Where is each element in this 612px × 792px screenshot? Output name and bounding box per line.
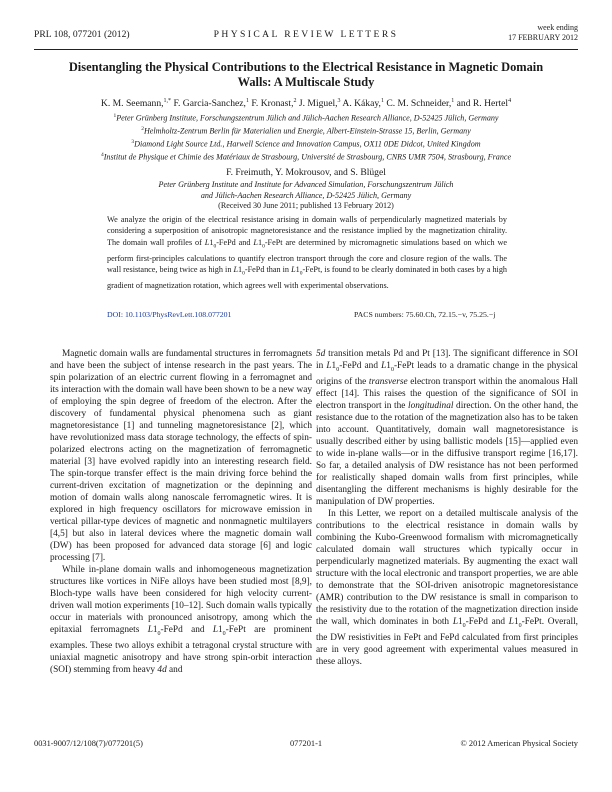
body-column-right [316,348,578,668]
journal-name: PHYSICAL REVIEW LETTERS [213,29,399,40]
affiliations [30,111,582,163]
paragraph: Magnetic domain walls are fundamental structures in ferromagnets and have been the subject of intense research in the past years. The spin polarization of an electric current flowing in a ferromagnet and its interaction with the domain wall have been shown to be a new way of employing the spin degree of freedom of the electron. After the discovery of fundamental physical phenomena such as giant magnetoresistance [1] and tunneling magnetoresistance [2], which have revolutionized mass data storage technology, the effects of spin-polarized electrons acting on the magnetization of ferromagnetic material [3] have evolved rapidly into an interesting research field. The spin-torque transfer effect is the main driving force behind the current-driven excitation of magnetization or the depinning and motion of domain walls along nanoscale ferromagnetic wires. It is explored in high frequency oscillators for microwave emission in vertical pillar-type devices of magnetic and nonmagnetic multilayers [4,5] but also in lateral devices where the magnetic domain wall (DW) has been proposed for advanced data storage [6] and logic processing [7]. [50,349,312,563]
paragraph: In this Letter, we report on a detailed multiscale analysis of the contributions to the electrical resistance in domain walls by combining the Kubo-Greenwood formalism with micromagnetically calculated domain wall structures which typically occur in perpendicularly magnetized materials. By augmenting the exact wall structure with the local electronic and transport properties, we are able to demonstrate that the SOI-driven anisotropic magnetoresistance (AMR) contribution to the DW resistance is small in comparison to the resistivity due to the rotation of the magnetization direction inside the wall, which dominates in both $L1_0$-FePd and $L1_0$-FePt. Overall, the DW resistivities in FePt and FePd calculated from first principles are in very good agreement with experimental values measured in these alloys. [316,508,579,667]
running-header [34,23,578,50]
pacs-numbers: PACS numbers: 75.60.Ch, 72.15.−v, 75.25.−j [354,310,496,319]
doi-link[interactable]: DOI: 10.1103/PhysRevLett.108.077201 [107,310,232,319]
copyright: © 2012 American Physical Society [460,739,578,748]
author-list-2: F. Freimuth, Y. Mokrousov, and S. Blügel [226,167,386,178]
author-list-1: K. M. Seemann,$^{1,*}$ F. Garcia-Sanchez,$^1$ F. Kronast,$^2$ J. Miguel,$^3$ A. Kákay,$^1$ C. M. Schneider,$^1$ and R. Hertel$^4$ [100,98,512,110]
affiliation-2-line1: Peter Grünberg Institute and Institute for Advanced Simulation, Forschungszentrum Jülich [158,180,454,189]
article-title: Disentangling the Physical Contributions to the Electrical Resistance in Magnetic Domain Walls: A Multiscale Study [68,60,544,89]
footer-code: 0031-9007/12/108(7)/077201(5) [34,739,143,748]
affiliation-2-line2: and Jülich-Aachen Research Alliance, D-52425 Jülich, Germany [200,190,412,200]
affiliation-block-2 [30,180,582,212]
page-number: 077201-1 [289,739,323,748]
affiliation-2: $^2$Helmholtz-Zentrum Berlin für Materialien und Energie, Albert-Einstein-Strasse 15, Berlin, Germany [141,125,471,136]
issue-date [508,23,578,42]
affiliation-3: $^3$Diamond Light Source Ltd., Harwell Science and Innovation Campus, OX11 0DE Didcot, United Kingdom [131,138,481,149]
affiliation-4: $^4$Institut de Physique et Chimie des Matériaux de Strasbourg, Université de Strasbourg, CNRS UMR 7504, Strasbourg, France [100,151,512,162]
week-ending-label: week ending [537,23,578,32]
doi-line [107,310,231,319]
received-date: (Received 30 June 2011; published 13 February 2012) [218,201,394,210]
paragraph: 5d transition metals Pd and Pt [13]. The significant difference in SOI in $L1_0$-FePd and $L1_0$-FePt leads to a dramatic change in the physical origins of the transverse electron transport within the anomalous Hall effect [14]. This raises the question of the significance of SOI in electron transport in the longitudinal direction. On the other hand, the resistance due to the rotation of the magnetization also has to be taken into account. Quantitatively, domain wall magnetoresistance is usually described either by using ballistic models [15]—applied even to wide in-plane walls—or in the diffusive transport regime [16,17]. So far, a detailed analysis of DW resistance has not been performed for realistically shaped domain walls from first principles, while disentangling the different mechanisms is highly desirable for the manipulation of DW properties. [316,349,579,507]
abstract: We analyze the origin of the electrical resistance arising in domain walls of perpendicularly magnetized materials by considering a superposition of anisotropic magnetoresistance and the resistance implied by the magnetization chirality. The domain wall profiles of $L1_0$-FePd and $L1_0$-FePt are determined by micromagnetic simulations based on which we perform first-principles calculations to quantify electron transport through the core and closure region of the walls. The wall resistance, being twice as high in $L1_0$-FePd than in $L1_0$-FePt, is found to be clearly dominated in both cases by a high gradient of magnetization rotation, which agrees well with experimental observations. [107,215,508,290]
issue-date-value: 17 FEBRUARY 2012 [508,32,578,42]
affiliation-1: $^1$Peter Grünberg Institute, Forschungszentrum Jülich and Jülich-Aachen Research Alliance, D-52425 Jülich, Germany [113,113,499,123]
journal-citation: PRL 108, 077201 (2012) [34,29,130,40]
body-column-left [50,348,312,676]
paragraph: While in-plane domain walls and inhomogeneous magnetization structures like vortices in NiFe alloys have been studied most [8,9], Bloch-type walls have been considered for high velocity current-driven wall motion experiments [10–12]. Such domain walls typically occur in materials with pronounced anisotropy, among which the epitaxial ferromagnets $L1_0$-FePd and $L1_0$-FePt are prominent examples. These two alloys exhibit a tetragonal crystal structure with uniaxial magnetic anisotropy and have strong spin-orbit interaction (SOI) stemming from heavy 4d and [50,565,312,675]
